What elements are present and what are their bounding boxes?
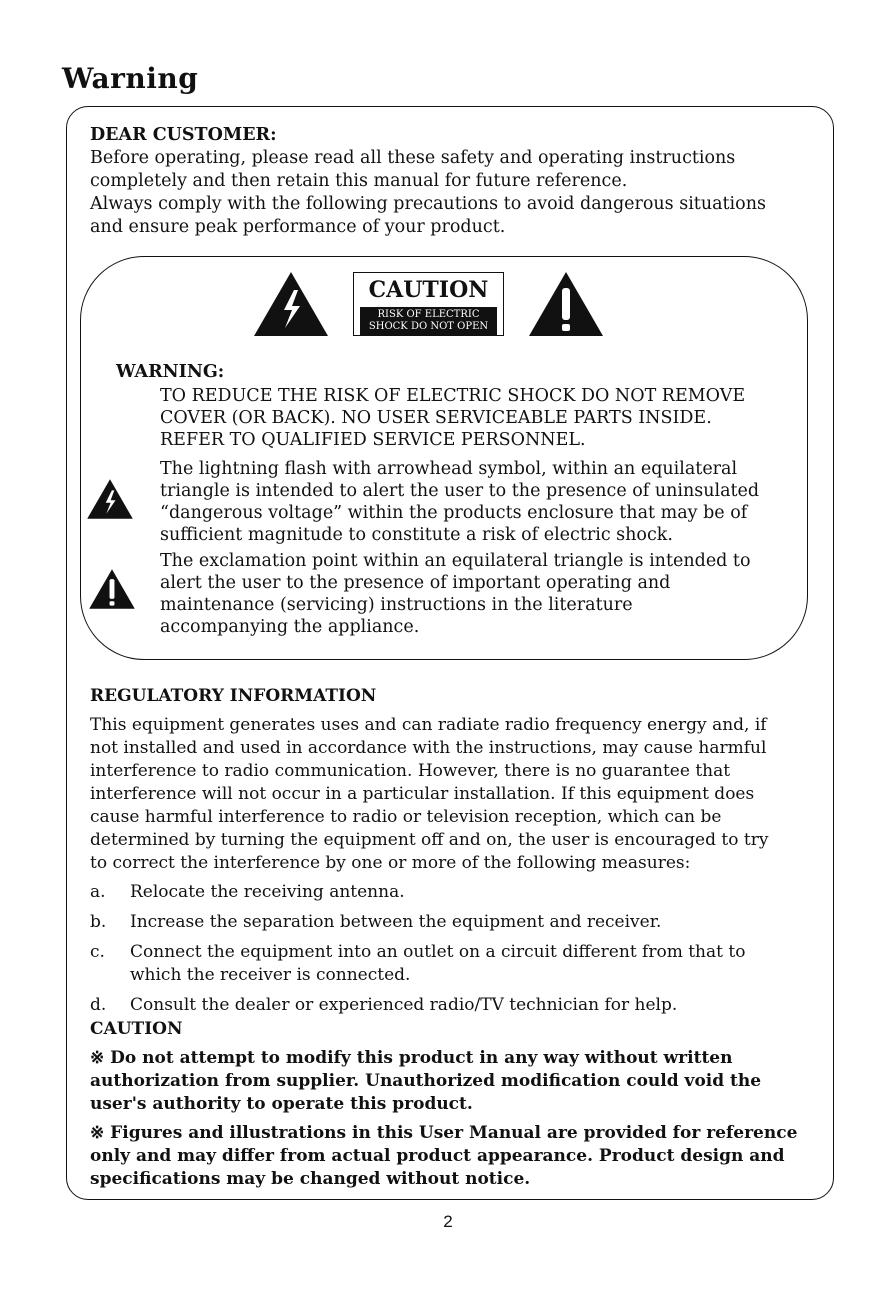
exclamation-explanation [160, 550, 790, 638]
list-item-text: Connect the equipment into an outlet on a circuit different from that to which the receiver is connected. [130, 942, 746, 985]
exclamation-line: alert the user to the presence of important operating and [160, 573, 671, 593]
exclamation-line: The exclamation point within an equilateral triangle is intended to [160, 551, 751, 571]
regulatory-line: determined by turning the equipment off and on, the user is encouraged to try [90, 830, 769, 850]
warning-line: REFER TO QUALIFIED SERVICE PERSONNEL. [160, 430, 586, 450]
caution-line: only and may differ from actual product appearance. Product design and [90, 1146, 785, 1166]
exclamation-triangle-icon [527, 270, 605, 338]
lightning-line: triangle is intended to alert the user to the presence of uninsulated [160, 481, 760, 501]
lightning-line: sufficient magnitude to constitute a risk of electric shock. [160, 525, 673, 545]
regulatory-heading: REGULATORY INFORMATION [90, 686, 377, 706]
list-item [90, 994, 818, 1017]
regulatory-line: to correct the interference by one or more of the following measures: [90, 853, 691, 873]
dear-customer-line: Before operating, please read all these safety and operating instructions [90, 148, 736, 168]
lightning-triangle-icon [86, 478, 134, 520]
caution-label-title: CAUTION [368, 277, 489, 303]
list-item-text: Relocate the receiving antenna. [130, 882, 405, 902]
list-item-text: Consult the dealer or experienced radio/TV technician for help. [130, 995, 678, 1015]
regulatory-line: interference to radio communication. However, there is no guarantee that [90, 761, 731, 781]
caution-heading: CAUTION [90, 1019, 183, 1039]
caution-line: ※ Figures and illustrations in this User Manual are provided for reference [90, 1123, 798, 1143]
page-number: 2 [443, 1212, 453, 1231]
caution-section [90, 1018, 818, 1191]
list-item-letter: d. [90, 995, 107, 1015]
list-item [90, 911, 818, 934]
exclamation-triangle-icon [88, 568, 136, 610]
list-item [90, 941, 818, 987]
page-title: Warning [62, 62, 199, 95]
caution-line: authorization from supplier. Unauthorized modification could void the [90, 1071, 762, 1091]
exclamation-line: maintenance (servicing) instructions in the literature [160, 595, 633, 615]
lightning-triangle-icon [252, 270, 330, 338]
caution-label [353, 272, 504, 336]
lightning-explanation [160, 458, 790, 546]
warning-line: TO REDUCE THE RISK OF ELECTRIC SHOCK DO NOT REMOVE [160, 386, 746, 406]
caution-line: specifications may be changed without notice. [90, 1169, 531, 1189]
list-item-letter: a. [90, 882, 106, 902]
regulatory-section [90, 685, 818, 1017]
caution-label-line: RISK OF ELECTRIC [377, 309, 480, 320]
regulatory-line: interference will not occur in a particular installation. If this equipment does [90, 784, 755, 804]
list-item [90, 881, 818, 904]
warning-text [160, 385, 790, 451]
caution-label-line: SHOCK DO NOT OPEN [368, 321, 489, 332]
dear-customer-line: completely and then retain this manual for future reference. [90, 171, 628, 191]
warning-heading: WARNING: [116, 362, 225, 382]
dear-customer-section [90, 124, 820, 239]
dear-customer-line: and ensure peak performance of your product. [90, 217, 506, 237]
regulatory-line: cause harmful interference to radio or television reception, which can be [90, 807, 722, 827]
caution-line: user's authority to operate this product. [90, 1094, 473, 1114]
list-item-letter: b. [90, 912, 107, 932]
exclamation-line: accompanying the appliance. [160, 617, 420, 637]
list-item-text: Increase the separation between the equipment and receiver. [130, 912, 662, 932]
lightning-line: The lightning flash with arrowhead symbol, within an equilateral [160, 459, 738, 479]
caution-line: ※ Do not attempt to modify this product in any way without written [90, 1048, 733, 1068]
lightning-line: “dangerous voltage” within the products enclosure that may be of [160, 503, 748, 523]
list-item-letter: c. [90, 942, 105, 962]
dear-customer-heading: DEAR CUSTOMER: [90, 125, 277, 145]
regulatory-line: not installed and used in accordance with the instructions, may cause harmful [90, 738, 767, 758]
warning-line: COVER (OR BACK). NO USER SERVICEABLE PARTS INSIDE. [160, 408, 712, 428]
regulatory-line: This equipment generates uses and can radiate radio frequency energy and, if [90, 715, 767, 735]
dear-customer-line: Always comply with the following precautions to avoid dangerous situations [90, 194, 766, 214]
